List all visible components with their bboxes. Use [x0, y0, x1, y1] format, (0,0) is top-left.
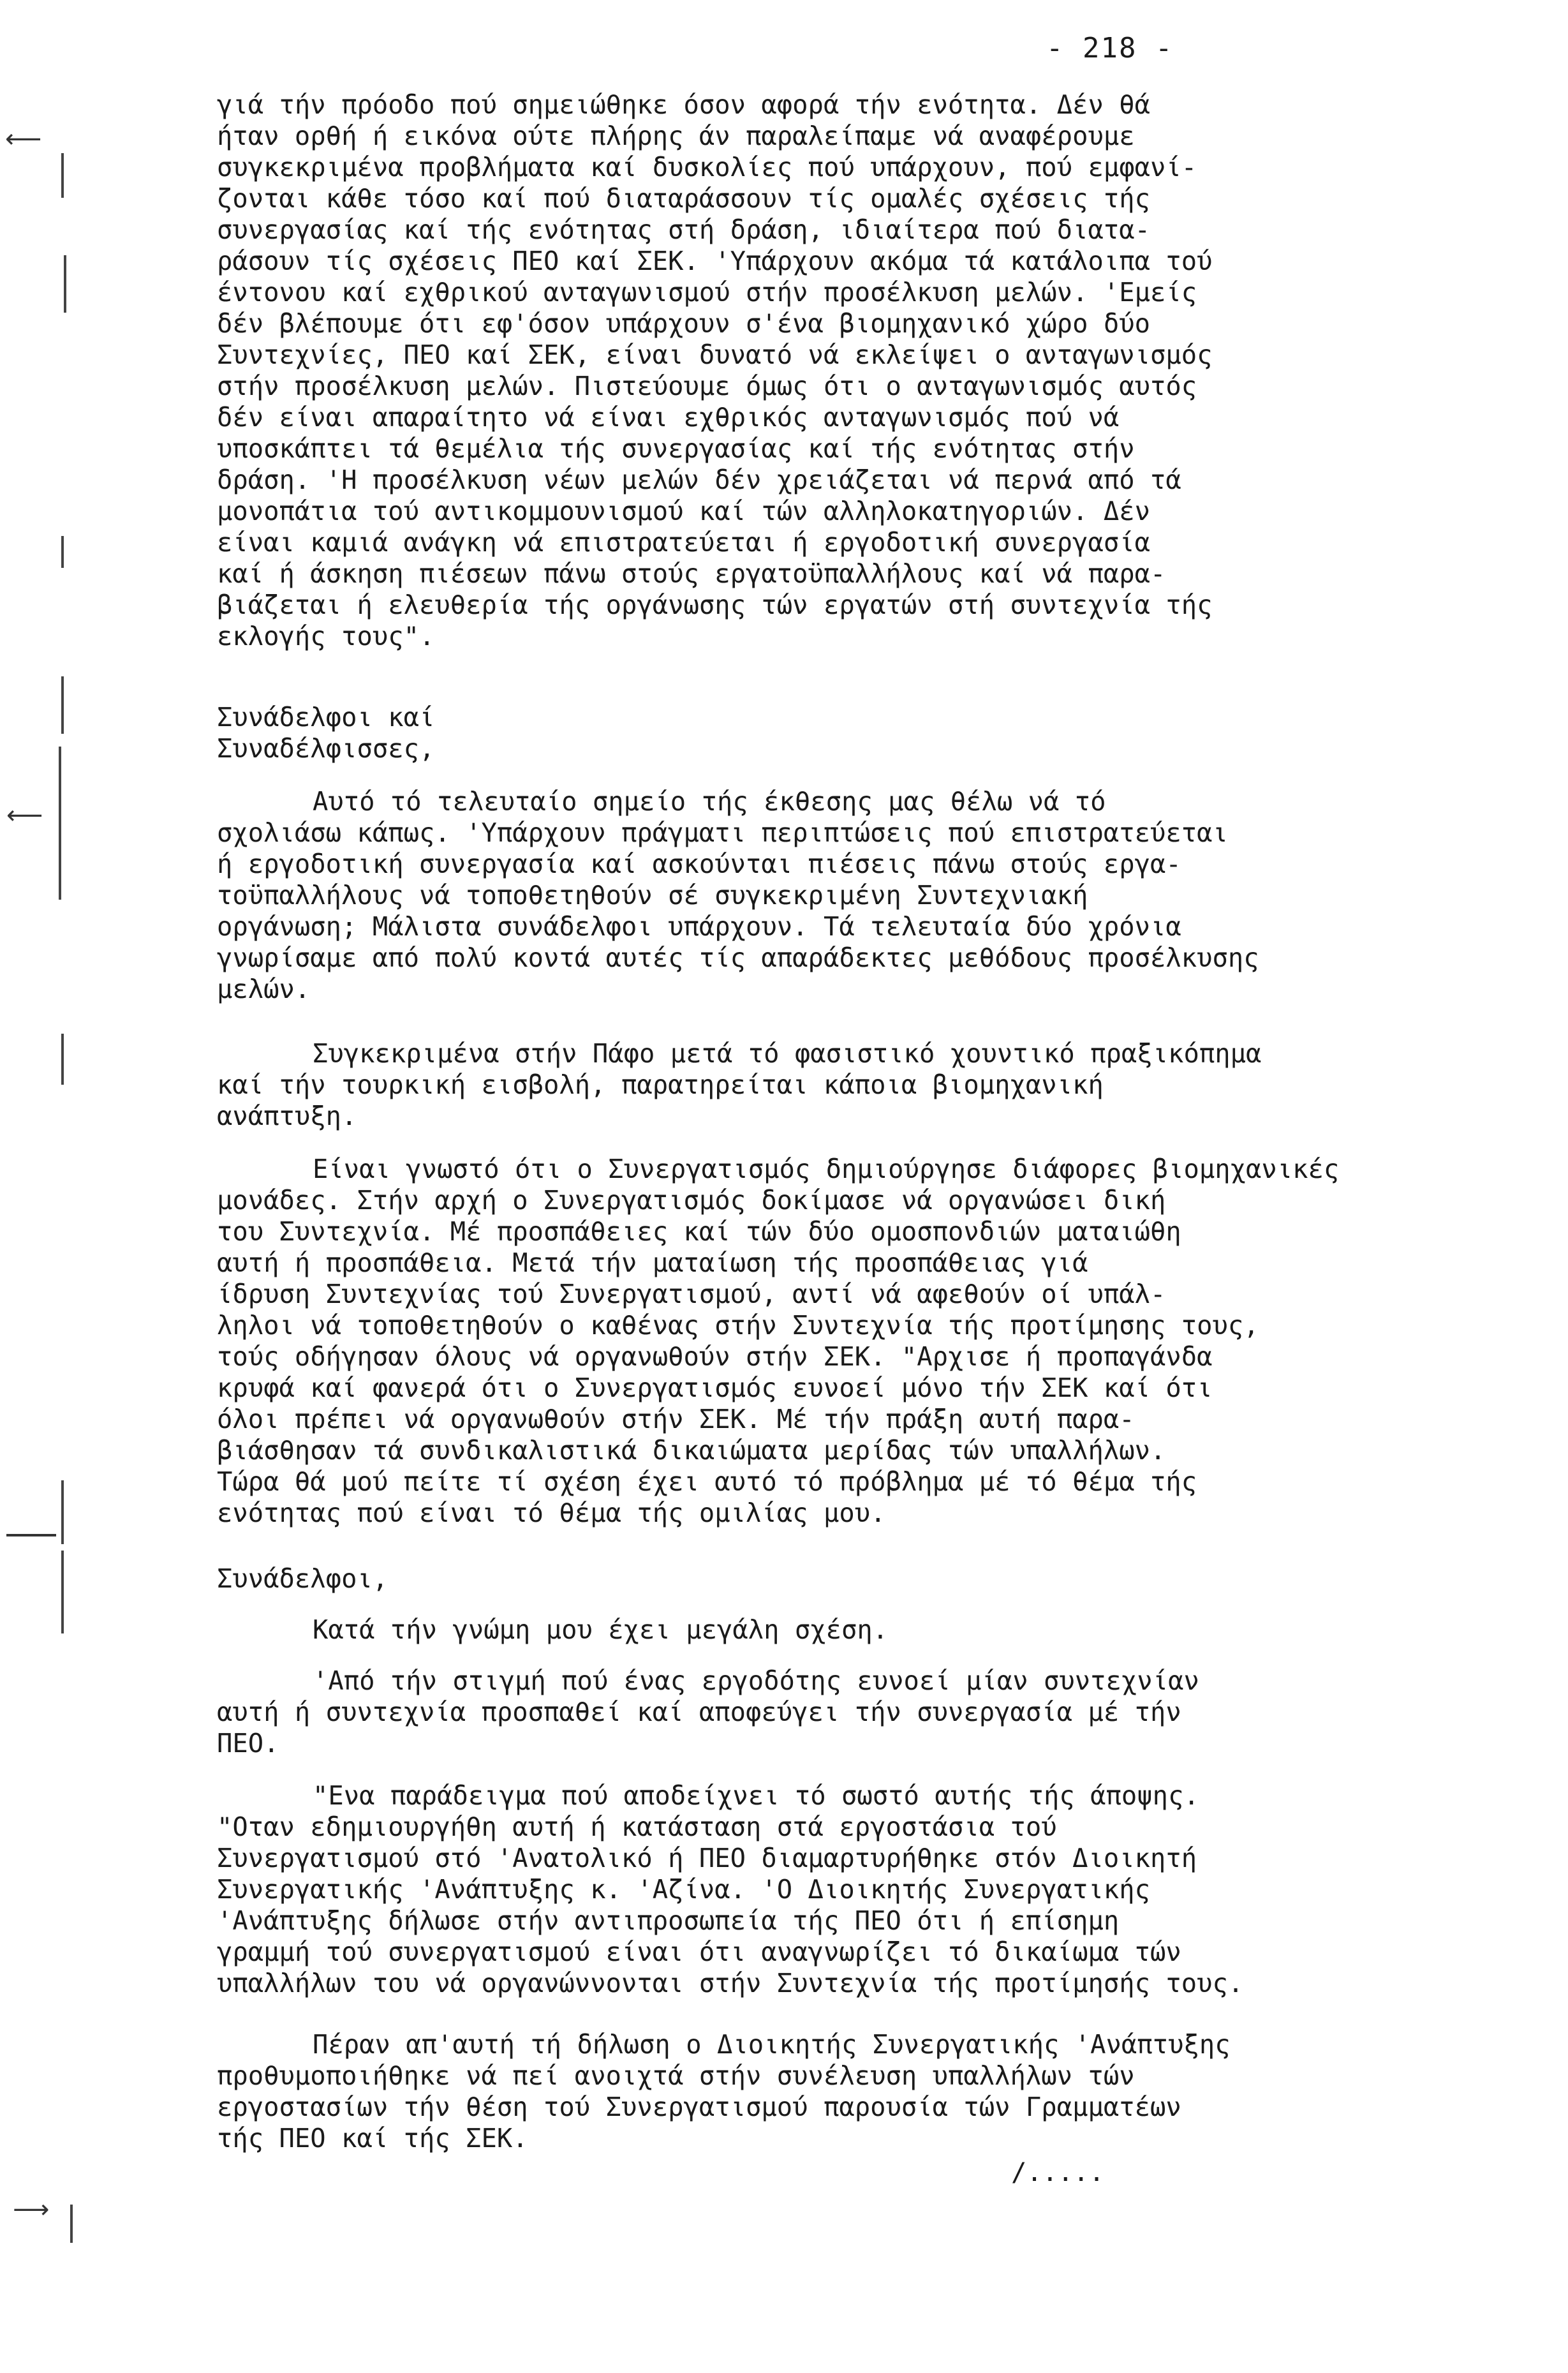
text-line: μελών.	[217, 974, 311, 1004]
text-line: οργάνωση; Μάλιστα συνάδελφοι υπάρχουν. Τά τελευταία δύο χρόνια	[217, 911, 1181, 942]
text-line: Συντεχνίες, ΠΕΟ καί ΣΕΚ, είναι δυνατό νά εκλείψει ο ανταγωνισμός	[217, 339, 1213, 370]
text-line: αυτή ή προσπάθεια. Μετά τήν ματαίωση τής προσπάθειας γιά	[217, 1247, 1088, 1278]
text-line: σχολιάσω κάπως. 'Υπάρχουν πράγματι περιπτώσεις πού επιστρατεύεται	[217, 817, 1228, 848]
text-line: στήν προσέλκυση μελών. Πιστεύουμε όμως ότι ο ανταγωνισμός αυτός	[217, 371, 1197, 401]
text-line: εκλογής τους".	[217, 621, 435, 651]
text-line: δέν είναι απαραίτητο νά είναι εχθρικός ανταγωνισμός πού νά	[217, 402, 1120, 433]
margin-dash	[6, 1534, 56, 1536]
text-line: Είναι γνωστό ότι ο Συνεργατισμός δημιούργησε διάφορες βιομηχανικές	[313, 1154, 1340, 1184]
text-line: βιάζεται ή ελευθερία τής οργάνωσης τών εργατών στή συντεχνία τής	[217, 590, 1213, 620]
text-line: γνωρίσαμε από πολύ κοντά αυτές τίς απαράδεκτες μεθόδους προσέλκυσης	[217, 942, 1259, 973]
paragraph	[217, 2029, 1467, 2060]
text-line: 'Από τήν στιγμή πού ένας εργοδότης ευνοεί μίαν συντεχνίαν	[313, 1665, 1199, 1696]
margin-bar	[64, 255, 66, 313]
text-line: βιάσθησαν τά συνδικαλιστικά δικαιώματα μερίδας τών υπαλλήλων.	[217, 1435, 1166, 1466]
paragraph	[217, 702, 1467, 764]
text-line: Συγκεκριμένα στήν Πάφο μετά τό φασιστικό χουντικό πραξικόπημα	[313, 1038, 1262, 1069]
text-line: γραμμή τού συνεργατισμού είναι ότι αναγνωρίζει τό δικαίωμα τών	[217, 1937, 1181, 1967]
margin-arrow-mark: ⟵	[6, 801, 43, 830]
text-line: ληλοι νά τοποθετηθούν ο καθένας στήν Συντεχνία τής προτίμησης τους,	[217, 1310, 1259, 1341]
paragraph	[217, 1185, 1467, 1529]
text-line: καί ή άσκηση πιέσεων πάνω στούς εργατοϋπαλλήλους καί νά παρα-	[217, 558, 1166, 589]
margin-bar	[61, 1034, 64, 1085]
text-line: συνεργασίας καί τής ενότητας στή δράση, ιδιαίτερα πού διατα-	[217, 214, 1150, 245]
text-line: δράση. 'Η προσέλκυση νέων μελών δέν χρειάζεται νά περνά από τά	[217, 465, 1181, 495]
text-line: ενότητας πού είναι τό θέμα τής ομιλίας μου.	[217, 1498, 886, 1528]
text-line: ή εργοδοτική συνεργασία καί ασκούνται πιέσεις πάνω στούς εργα-	[217, 849, 1181, 879]
text-line: Συνεργατισμού στό 'Ανατολικό ή ΠΕΟ διαμαρτυρήθηκε στόν Διοικητή	[217, 1843, 1197, 1873]
page-number: - 218 -	[1046, 32, 1174, 64]
text-line: ίδρυση Συντεχνίας τού Συνεργατισμού, αντί νά αφεθούν οί υπάλ-	[217, 1279, 1166, 1309]
text-line: κρυφά καί φανερά ότι ο Συνεργατισμός ευνοεί μόνο τήν ΣΕΚ καί ότι	[217, 1372, 1213, 1403]
margin-bar	[61, 536, 64, 568]
text-line: Κατά τήν γνώμη μου έχει μεγάλη σχέση.	[313, 1614, 889, 1645]
text-line: υποσκάπτει τά θεμέλια τής συνεργασίας καί τής ενότητας στήν	[217, 433, 1135, 464]
text-line: ΠΕΟ.	[217, 1728, 279, 1759]
text-line: τούς οδήγησαν όλους νά οργανωθούν στήν ΣΕΚ. "Αρχισε ή προπαγάνδα	[217, 1341, 1213, 1372]
text-line: δέν βλέπουμε ότι εφ'όσον υπάρχουν σ'ένα βιομηχανικό χώρο δύο	[217, 308, 1150, 339]
text-line: ήταν ορθή ή εικόνα ούτε πλήρης άν παραλείπαμε νά αναφέρουμε	[217, 121, 1135, 151]
paragraph	[217, 2060, 1467, 2154]
margin-bar	[61, 1551, 64, 1633]
text-line: έντονου καί εχθρικού ανταγωνισμού στήν προσέλκυση μελών. 'Εμείς	[217, 277, 1197, 308]
paragraph	[217, 89, 1467, 652]
paragraph	[217, 1038, 1467, 1069]
paragraph	[217, 1697, 1467, 1759]
paragraph	[217, 786, 1467, 817]
text-line: "Ενα παράδειγμα πού αποδείχνει τό σωστό αυτής τής άποψης.	[313, 1780, 1199, 1811]
paragraph	[217, 1780, 1467, 1811]
margin-bar	[70, 2205, 73, 2243]
text-line: μονάδες. Στήν αρχή ο Συνεργατισμός δοκίμασε νά οργανώσει δική	[217, 1185, 1166, 1216]
text-line: υπαλλήλων του νά οργανώννονται στήν Συντεχνία τής προτίμησής τους.	[217, 1968, 1244, 1998]
paragraph	[217, 1665, 1467, 1697]
text-line: όλοι πρέπει νά οργανωθούν στήν ΣΕΚ. Μέ τήν πράξη αυτή παρα-	[217, 1404, 1135, 1434]
text-line: Αυτό τό τελευταίο σημείο τής έκθεσης μας θέλω νά τό	[313, 786, 1106, 817]
margin-bar	[61, 1480, 64, 1544]
text-line: Πέραν απ'αυτή τή δήλωση ο Διοικητής Συνεργατικής 'Ανάπτυξης	[313, 2029, 1231, 2060]
text-line: ζονται κάθε τόσο καί πού διαταράσσουν τίς ομαλές σχέσεις τής	[217, 183, 1150, 214]
text-line: προθυμοποιήθηκε νά πεί ανοιχτά στήν συνέλευση υπαλλήλων τών	[217, 2060, 1135, 2091]
text-line: είναι καμιά ανάγκη νά επιστρατεύεται ή εργοδοτική συνεργασία	[217, 527, 1150, 558]
paragraph	[217, 1811, 1467, 1999]
margin-bar	[59, 747, 61, 900]
text-line: εργοστασίων τήν θέση τού Συνεργατισμού παρουσία τών Γραμματέων	[217, 2092, 1181, 2122]
text-line: ανάπτυξη.	[217, 1101, 357, 1131]
paragraph	[217, 1563, 1467, 1595]
margin-bar	[61, 153, 64, 198]
paragraph	[217, 817, 1467, 1005]
text-line: Συνάδελφοι καί	[217, 702, 435, 733]
text-line: 'Ανάπτυξης δήλωσε στήν αντιπροσωπεία τής ΠΕΟ ότι ή επίσημη	[217, 1905, 1120, 1936]
text-line: γιά τήν πρόοδο πού σημειώθηκε όσον αφορά τήν ενότητα. Δέν θά	[217, 89, 1150, 120]
paragraph	[217, 1069, 1467, 1132]
continuation-mark: /.....	[1011, 2157, 1105, 2187]
paragraph	[217, 1154, 1467, 1185]
text-line: συγκεκριμένα προβλήματα καί δυσκολίες πού υπάρχουν, πού εμφανί-	[217, 152, 1197, 182]
text-line: Συνάδελφοι,	[217, 1563, 388, 1594]
text-line: τής ΠΕΟ καί τής ΣΕΚ.	[217, 2123, 528, 2154]
margin-bar	[61, 676, 64, 734]
margin-arrow-mark: ⟵	[5, 124, 42, 154]
text-line: αυτή ή συντεχνία προσπαθεί καί αποφεύγει τήν συνεργασία μέ τήν	[217, 1697, 1181, 1727]
text-line: τοϋπαλλήλους νά τοποθετηθούν σέ συγκεκριμένη Συντεχνιακή	[217, 880, 1088, 911]
text-line: Συναδέλφισσες,	[217, 733, 435, 764]
text-line: Τώρα θά μού πείτε τί σχέση έχει αυτό τό πρόβλημα μέ τό θέμα τής	[217, 1466, 1197, 1497]
text-line: "Οταν εδημιουργήθη αυτή ή κατάσταση στά εργοστάσια τού	[217, 1811, 1057, 1842]
text-line: μονοπάτια τού αντικομμουνισμού καί τών αλληλοκατηγοριών. Δέν	[217, 496, 1150, 526]
margin-arrow-mark: ⟶	[13, 2195, 50, 2224]
paragraph	[217, 1614, 1467, 1646]
text-line: Συνεργατικής 'Ανάπτυξης κ. 'Αζίνα. 'Ο Διοικητής Συνεργατικής	[217, 1874, 1150, 1905]
text-line: καί τήν τουρκική εισβολή, παρατηρείται κάποια βιομηχανική	[217, 1069, 1104, 1100]
text-line: ράσουν τίς σχέσεις ΠΕΟ καί ΣΕΚ. 'Υπάρχουν ακόμα τά κατάλοιπα τού	[217, 246, 1213, 276]
text-line: του Συντεχνία. Μέ προσπάθειες καί τών δύο ομοσπονδιών ματαιώθη	[217, 1216, 1181, 1247]
